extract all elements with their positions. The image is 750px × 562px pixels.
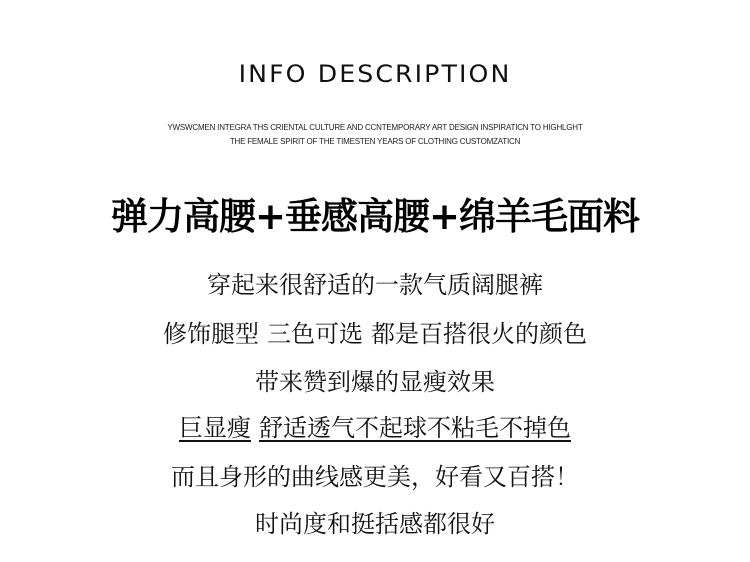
description-line-4-part-1: 巨显瘦 <box>179 414 251 442</box>
description-line-3: 带来赞到爆的显瘦效果 <box>255 368 495 396</box>
description-line-2-part-3: 都是百搭很火的颜色 <box>371 320 587 348</box>
description-line-2-part-2: 三色可选 <box>267 320 363 348</box>
feature-headline: 弹力高腰+垂感高腰+绵羊毛面料 <box>110 195 639 238</box>
description-line-5: 而且身形的曲线感更美，好看又百搭！ <box>171 463 579 491</box>
description-line-4 <box>0 408 750 443</box>
description-line-4-part-2: 舒适透气不起球不粘毛不掉色 <box>259 414 571 442</box>
description-line-2-part-1: 修饰腿型 <box>163 320 259 348</box>
description-line-2 <box>0 314 750 349</box>
description-line-1: 穿起来很舒适的一款气质阔腿裤 <box>207 271 543 299</box>
english-subline-2: THE FEMALE SPIRIT OF THE TIMESTEN YEARS OF CLOTHING CUSTOMZATICN <box>229 137 521 146</box>
description-line-6: 时尚度和挺括感都很好 <box>255 510 495 538</box>
english-subline-1: YWSWCMEN INTEGRA THS CRIENTAL CULTURE AND CCNTEMPORARY ART DESIGN INSPIRATICN TO HIGHLGHT <box>167 123 583 132</box>
section-heading: INFO DESCRIPTION <box>238 60 512 88</box>
